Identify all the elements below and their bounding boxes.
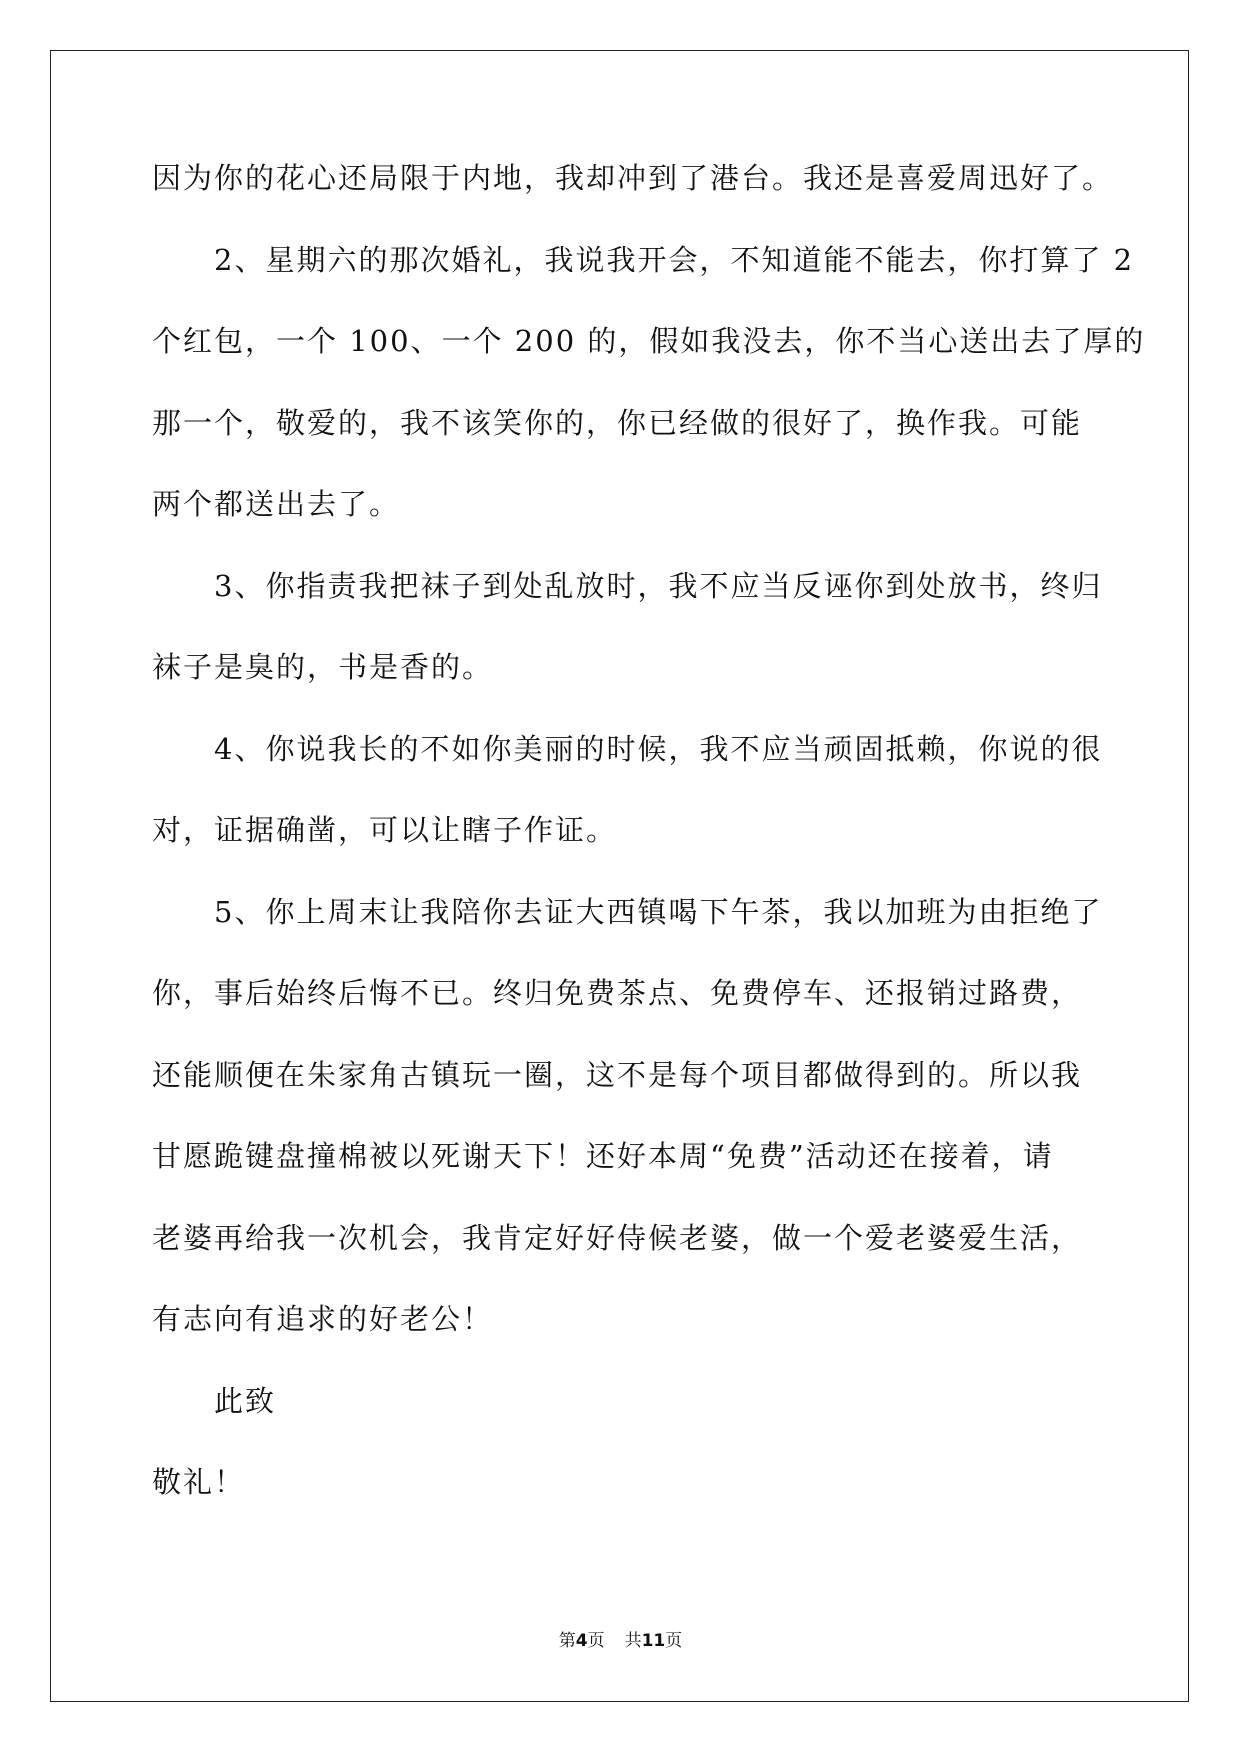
- text-line-2: 2、星期六的那次婚礼，我说我开会，不知道能不能去，你打算了 2: [152, 242, 1135, 277]
- closing-salutation: 此致: [152, 1383, 277, 1418]
- text-line-9: 对，证据确凿，可以让瞎子作证。: [152, 813, 618, 847]
- text-line-8: 4、你说我长的不如你美丽的时候，我不应当顽固抵赖，你说的很: [152, 731, 1103, 766]
- page-suffix: 页: [587, 1631, 605, 1651]
- page-prefix: 第: [558, 1631, 576, 1651]
- document-body: [152, 160, 1146, 1546]
- closing-regards: 敬礼！: [152, 1465, 246, 1499]
- text-line-15: 有志向有追求的好老公！: [152, 1302, 494, 1336]
- total-prefix: 共: [624, 1631, 642, 1651]
- text-line-6: 3、你指责我把袜子到处乱放时，我不应当反诬你到处放书，终归: [152, 568, 1103, 603]
- text-line-13: 甘愿跪键盘撞棉被以死谢天下！还好本周“免费”活动还在接着，请: [152, 1139, 1054, 1173]
- text-line-1: 因为你的花心还局限于内地，我却冲到了港台。我还是喜爱周迅好了。: [152, 161, 1114, 195]
- page-number: 4: [575, 1631, 588, 1651]
- text-line-4: 那一个，敬爱的，我不该笑你的，你已经做的很好了，换作我。可能: [152, 405, 1083, 440]
- total-pages: 11: [641, 1631, 666, 1651]
- text-line-3: 个红包，一个 100、一个 200 的，假如我没去，你不当心送出去了厚的: [152, 324, 1146, 358]
- text-line-7: 袜子是臭的，书是香的。: [152, 650, 494, 684]
- text-line-5: 两个都送出去了。: [152, 487, 401, 521]
- total-suffix: 页: [665, 1631, 683, 1651]
- text-line-14: 老婆再给我一次机会，我肯定好好侍候老婆，做一个爱老婆爱生活，: [152, 1220, 1083, 1255]
- page-footer: [0, 1626, 1241, 1651]
- text-line-10: 5、你上周末让我陪你去证大西镇喝下午茶，我以加班为由拒绝了: [152, 894, 1103, 929]
- text-line-12: 还能顺便在朱家角古镇玩一圈，这不是每个项目都做得到的。所以我: [152, 1057, 1083, 1092]
- text-line-11: 你，事后始终后悔不已。终归免费茶点、免费停车、还报销过路费，: [152, 976, 1083, 1010]
